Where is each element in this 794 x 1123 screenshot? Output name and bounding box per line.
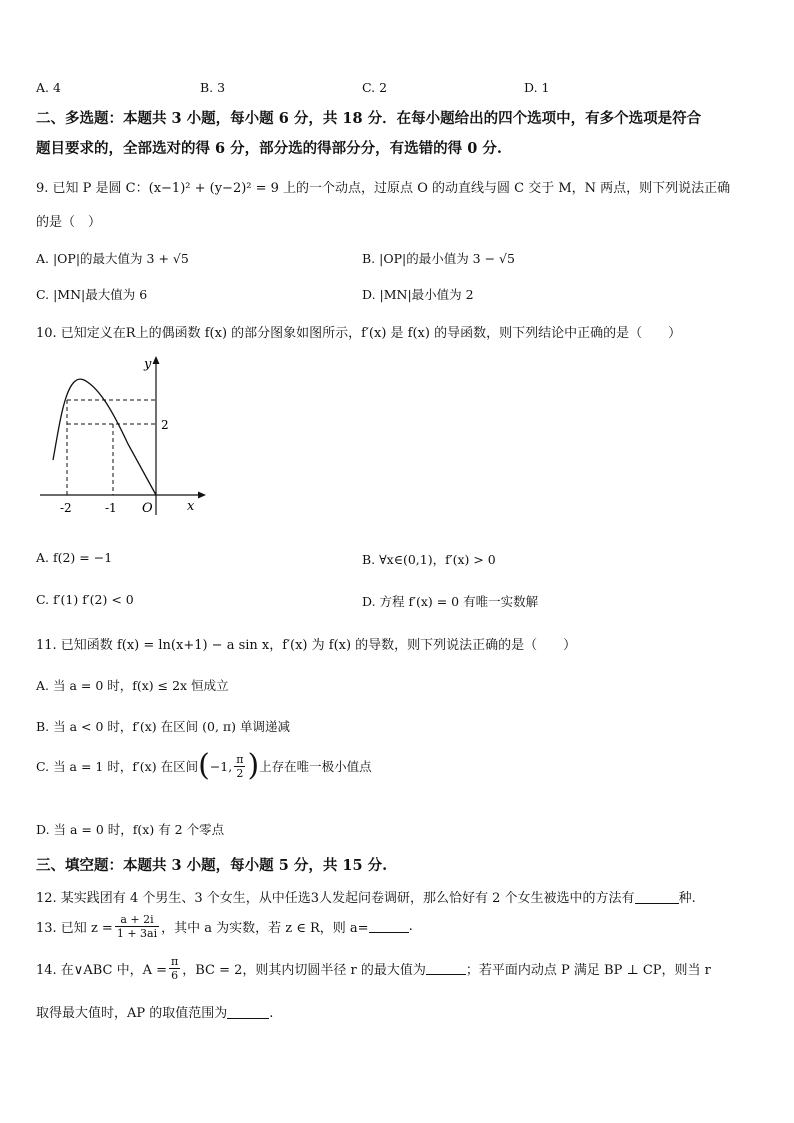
- q14-answer-blank-2[interactable]: [227, 1006, 269, 1019]
- fraction-numerator: a + 2i: [115, 913, 159, 927]
- q13-end: .: [408, 918, 413, 934]
- q13-prefix: 13. 已知 z =: [36, 920, 113, 936]
- q11-option-c-prefix: C. 当 a = 1 时，f′(x) 在区间: [36, 759, 199, 774]
- q11-option-c-interval-left: −1,: [209, 758, 233, 774]
- function-curve: [53, 379, 156, 495]
- q14-prefix: 14. 在∨ABC 中，A =: [36, 962, 167, 978]
- q9-option-a: A. |OP|的最大值为 3 + √5: [36, 251, 189, 266]
- y-axis-label: y: [144, 357, 152, 372]
- q12-text: 12. 某实践团有 4 个男生、3 个女生，从中任选3人发起问卷调研，那么恰好有 2 个女生被选中的方法有: [36, 891, 635, 906]
- q8-option-a: A. 4: [36, 80, 61, 95]
- interval-open-paren: (: [198, 748, 210, 783]
- q11-option-b: B. 当 a < 0 时，f′(x) 在区间 (0, π) 单调递减: [36, 719, 290, 734]
- q8-option-d: D. 1: [524, 80, 550, 95]
- tick-label-neg1: -1: [105, 501, 117, 515]
- q10-option-c: C. f′(1) f′(2) < 0: [36, 592, 134, 607]
- fraction-numerator: π: [171, 954, 179, 968]
- q13-answer-blank[interactable]: [369, 920, 409, 933]
- fraction-denominator: 6: [171, 968, 179, 982]
- q10-stem: 10. 已知定义在R上的偶函数 f(x) 的部分图象如图所示，f′(x) 是 f(x) 的导函数，则下列结论中正确的是（ ）: [36, 326, 682, 341]
- tick-label-neg2: -2: [60, 501, 72, 515]
- q9-option-d: D. |MN|最小值为 2: [362, 287, 474, 302]
- interval-close-paren: ): [247, 748, 260, 783]
- q11-option-c-fraction: [234, 753, 245, 780]
- fraction-denominator: 2: [236, 766, 244, 780]
- q9-stem-line2: 的是（ ）: [36, 215, 102, 230]
- q12-answer-blank[interactable]: [635, 891, 679, 904]
- q8-option-c: C. 2: [362, 80, 388, 95]
- q9-option-b: B. |OP|的最小值为 3 − √5: [362, 251, 515, 266]
- q10-option-d: D. 方程 f′(x) = 0 有唯一实数解: [362, 594, 539, 609]
- q14-middle: ，BC = 2，则其内切圆半径 r 的最大值为: [182, 962, 426, 978]
- q14-middle2: ；若平面内动点 P 满足 BP ⊥ CP，则当 r: [465, 962, 711, 978]
- y-axis-arrow: [153, 356, 160, 364]
- q10-option-b: B. ∀x∈(0,1)，f′(x) > 0: [362, 552, 496, 567]
- q13-fraction: [115, 913, 159, 940]
- q14-stem-line2: [36, 1002, 273, 1021]
- origin-label: O: [142, 501, 153, 516]
- q9-option-c: C. |MN|最大值为 6: [36, 287, 148, 302]
- q11-option-c: [36, 740, 372, 792]
- fraction-denominator: 1 + 3ai: [116, 926, 158, 940]
- q13-middle: ，其中 a 为实数，若 z ∈ R，则 a=: [161, 920, 369, 936]
- q12-suffix: 种.: [678, 891, 696, 906]
- q11-option-c-suffix: 上存在唯一极小值点: [259, 759, 372, 774]
- q12-stem: [36, 887, 696, 906]
- tick-label-2: 2: [161, 418, 169, 432]
- q14-answer-blank-1[interactable]: [426, 962, 466, 975]
- q10-function-graph: [36, 352, 211, 520]
- q11-stem: 11. 已知函数 f(x) = ln(x+1) − a sin x，f′(x) 为 f(x) 的导数，则下列说法正确的是（ ）: [36, 638, 577, 653]
- x-axis-label: x: [187, 499, 195, 514]
- q14-end: .: [269, 1006, 274, 1021]
- q10-option-a: A. f(2) = −1: [36, 550, 113, 565]
- q11-option-a: A. 当 a = 0 时，f(x) ≤ 2x 恒成立: [36, 678, 229, 693]
- q8-option-b: B. 3: [200, 80, 226, 95]
- q11-option-d: D. 当 a = 0 时，f(x) 有 2 个零点: [36, 822, 225, 837]
- section3-heading: 三、填空题：本题共 3 小题，每小题 5 分，共 15 分.: [36, 857, 388, 874]
- q9-stem-line1: 9. 已知 P 是圆 C：(x−1)² + (y−2)² = 9 上的一个动点，过原点 O 的动直线与圆 C 交于 M，N 两点，则下列说法正确: [36, 181, 731, 196]
- q14-stem-line1: [36, 950, 711, 986]
- section2-heading-line2: 题目要求的，全部选对的得 6 分，部分选的得部分分，有选错的得 0 分.: [36, 140, 502, 157]
- q13-stem: [36, 908, 413, 944]
- fraction-numerator: π: [236, 752, 244, 766]
- q14-fraction: [169, 955, 180, 982]
- x-axis-arrow: [198, 492, 206, 499]
- section2-heading-line1: 二、多选题：本题共 3 小题，每小题 6 分，共 18 分．在每小题给出的四个选项中，有多个选项是符合: [36, 110, 702, 127]
- q14-line2-text: 取得最大值时，AP 的取值范围为: [36, 1006, 228, 1021]
